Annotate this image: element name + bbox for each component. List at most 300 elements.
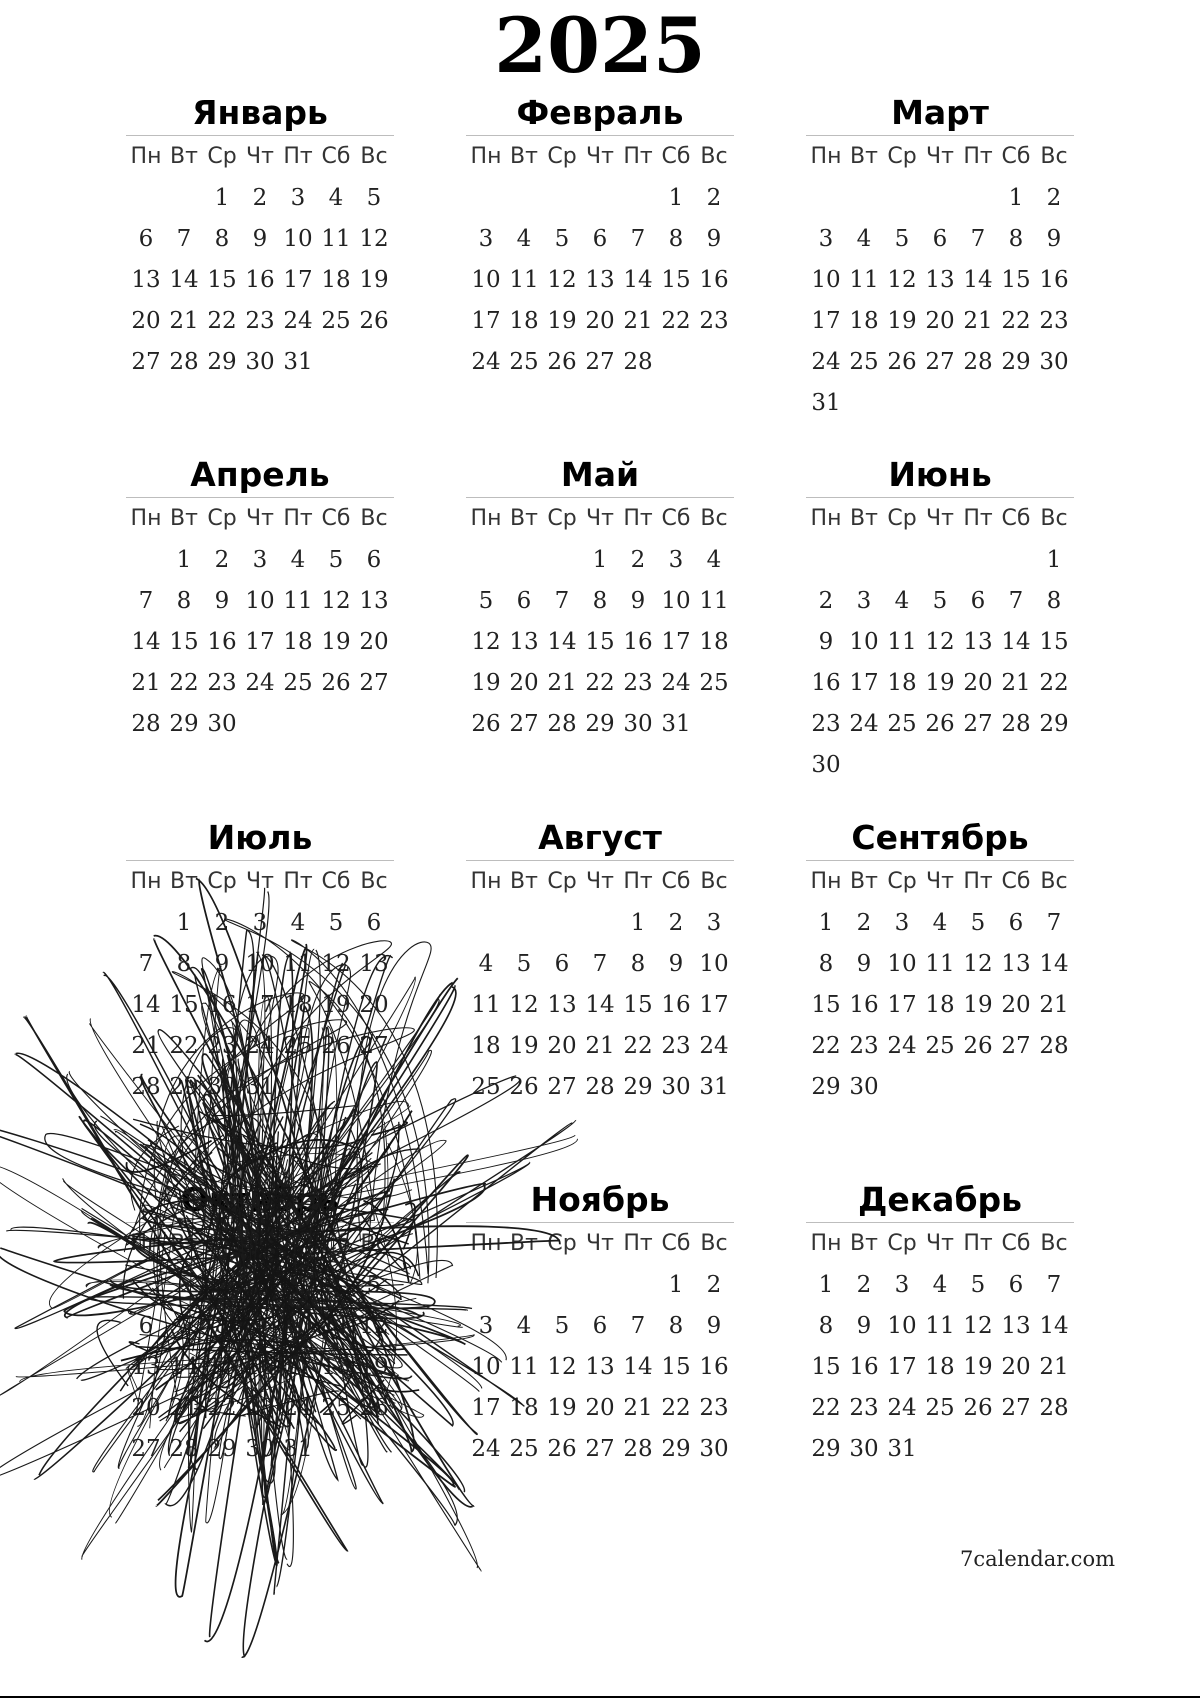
- day-cell: 7: [970, 226, 986, 252]
- day-cell: 21: [585, 1033, 615, 1059]
- day-cell: 30: [245, 1436, 275, 1462]
- day-cell: 12: [359, 226, 389, 252]
- weekday-label: Сб: [321, 869, 351, 894]
- day-cell: 31: [811, 390, 841, 416]
- day-cell: 5: [970, 1272, 986, 1298]
- day-cell: 23: [699, 308, 729, 334]
- day-cell: 20: [925, 308, 955, 334]
- day-cell: 25: [321, 308, 351, 334]
- day-cell: 30: [245, 349, 275, 375]
- weekday-label: Ср: [207, 506, 237, 531]
- day-cell: 13: [131, 267, 161, 293]
- weekday-label: Вс: [1040, 506, 1068, 531]
- weekday-label: Пн: [470, 869, 502, 894]
- day-cell: 25: [321, 1395, 351, 1421]
- day-cell: 29: [207, 1436, 237, 1462]
- day-cell: 12: [509, 992, 539, 1018]
- month-name: Сентябрь: [851, 818, 1029, 857]
- day-cell: 22: [811, 1395, 841, 1421]
- day-cell: 18: [849, 308, 879, 334]
- day-empty: [127, 1265, 165, 1306]
- day-cell: 2: [1046, 185, 1062, 211]
- day-cell: 24: [811, 349, 841, 375]
- weekday-label: Чт: [246, 144, 274, 169]
- day-cell: 11: [321, 226, 351, 252]
- day-cell: 5: [554, 226, 570, 252]
- day-cell: 4: [894, 588, 910, 614]
- weekday-label: Ср: [207, 869, 237, 894]
- day-cell: 2: [252, 185, 268, 211]
- day-empty: [921, 540, 959, 581]
- weekday-label: Вт: [510, 144, 538, 169]
- day-cell: 25: [509, 1436, 539, 1462]
- weekday-label: Чт: [586, 869, 614, 894]
- day-cell: 3: [668, 547, 684, 573]
- day-cell: 15: [811, 1354, 841, 1380]
- day-cell: 7: [1046, 910, 1062, 936]
- day-cell: 1: [592, 547, 608, 573]
- day-cell: 28: [131, 1074, 161, 1100]
- month-name: Август: [538, 818, 662, 857]
- day-cell: 17: [887, 1354, 917, 1380]
- day-cell: 30: [811, 752, 841, 778]
- weekday-label: Ср: [887, 869, 917, 894]
- day-cell: 24: [699, 1033, 729, 1059]
- day-cell: 16: [699, 267, 729, 293]
- day-cell: 18: [509, 308, 539, 334]
- weekday-label: Пн: [130, 869, 162, 894]
- day-cell: 14: [585, 992, 615, 1018]
- weekday-label: Вс: [360, 506, 388, 531]
- day-cell: 20: [547, 1033, 577, 1059]
- day-empty: [807, 540, 845, 581]
- month-divider: [806, 135, 1074, 136]
- day-grid: [467, 1265, 733, 1470]
- day-cell: 5: [328, 910, 344, 936]
- day-empty: [883, 178, 921, 219]
- day-cell: 22: [207, 1395, 237, 1421]
- day-cell: 1: [214, 185, 230, 211]
- day-grid: [807, 540, 1073, 786]
- month-name: Май: [560, 455, 640, 494]
- day-cell: 27: [585, 1436, 615, 1462]
- day-cell: 19: [547, 1395, 577, 1421]
- day-cell: 22: [811, 1033, 841, 1059]
- day-cell: 9: [818, 629, 834, 655]
- day-cell: 28: [1039, 1033, 1069, 1059]
- weekday-label: Вс: [700, 144, 728, 169]
- day-cell: 29: [811, 1436, 841, 1462]
- day-cell: 29: [623, 1074, 653, 1100]
- day-cell: 18: [925, 992, 955, 1018]
- weekday-label: Сб: [1001, 869, 1031, 894]
- day-cell: 12: [321, 588, 351, 614]
- day-cell: 31: [245, 1074, 275, 1100]
- day-cell: 2: [856, 910, 872, 936]
- day-cell: 14: [623, 267, 653, 293]
- weekday-label: Ср: [207, 1231, 237, 1256]
- weekday-label: Вт: [510, 506, 538, 531]
- weekday-label: Чт: [586, 506, 614, 531]
- day-cell: 19: [963, 1354, 993, 1380]
- day-cell: 23: [245, 308, 275, 334]
- day-cell: 6: [554, 951, 570, 977]
- weekday-label: Чт: [926, 144, 954, 169]
- day-cell: 1: [668, 185, 684, 211]
- day-cell: 17: [661, 629, 691, 655]
- month-block: [466, 93, 734, 383]
- day-cell: 3: [252, 547, 268, 573]
- month-name: Декабрь: [858, 1180, 1022, 1219]
- weekday-label: Вс: [700, 1231, 728, 1256]
- day-cell: 22: [169, 1033, 199, 1059]
- day-cell: 3: [290, 1272, 306, 1298]
- day-grid: [467, 903, 733, 1108]
- day-cell: 6: [516, 588, 532, 614]
- day-cell: 19: [547, 308, 577, 334]
- day-cell: 10: [471, 1354, 501, 1380]
- weekday-label: Вс: [1040, 144, 1068, 169]
- day-cell: 3: [478, 1313, 494, 1339]
- day-cell: 13: [547, 992, 577, 1018]
- day-cell: 27: [359, 670, 389, 696]
- day-cell: 2: [214, 910, 230, 936]
- day-cell: 23: [661, 1033, 691, 1059]
- day-cell: 4: [856, 226, 872, 252]
- month-block: [126, 93, 394, 383]
- day-cell: 9: [252, 1313, 268, 1339]
- weekday-label: Пн: [130, 506, 162, 531]
- weekday-label: Пт: [283, 506, 313, 531]
- weekday-header: [467, 863, 733, 903]
- day-cell: 16: [245, 1354, 275, 1380]
- month-name: Июнь: [888, 455, 992, 494]
- month-divider: [806, 860, 1074, 861]
- day-cell: 13: [509, 629, 539, 655]
- month-divider: [466, 1222, 734, 1223]
- weekday-label: Чт: [246, 869, 274, 894]
- day-cell: 27: [1001, 1033, 1031, 1059]
- day-cell: 10: [245, 951, 275, 977]
- day-cell: 16: [1039, 267, 1069, 293]
- day-empty: [543, 1265, 581, 1306]
- day-cell: 2: [630, 547, 646, 573]
- day-cell: 26: [321, 1033, 351, 1059]
- day-cell: 13: [1001, 1313, 1031, 1339]
- day-cell: 5: [366, 185, 382, 211]
- month-block: [806, 93, 1074, 424]
- day-grid: [807, 1265, 1073, 1470]
- month-block: [806, 455, 1074, 786]
- weekday-label: Ср: [887, 506, 917, 531]
- weekday-label: Ср: [547, 869, 577, 894]
- day-cell: 13: [925, 267, 955, 293]
- day-cell: 15: [1039, 629, 1069, 655]
- day-empty: [505, 1265, 543, 1306]
- day-cell: 21: [963, 308, 993, 334]
- day-cell: 17: [811, 308, 841, 334]
- day-cell: 17: [245, 629, 275, 655]
- weekday-label: Пн: [810, 506, 842, 531]
- day-cell: 27: [963, 711, 993, 737]
- day-cell: 30: [849, 1074, 879, 1100]
- day-cell: 21: [1039, 1354, 1069, 1380]
- month-block: [126, 455, 394, 745]
- day-cell: 28: [169, 1436, 199, 1462]
- day-cell: 22: [1001, 308, 1031, 334]
- weekday-label: Пн: [470, 506, 502, 531]
- day-cell: 7: [176, 1313, 192, 1339]
- day-empty: [581, 903, 619, 944]
- day-empty: [959, 540, 997, 581]
- day-cell: 20: [509, 670, 539, 696]
- day-cell: 21: [547, 670, 577, 696]
- day-cell: 4: [478, 951, 494, 977]
- day-cell: 4: [516, 226, 532, 252]
- day-cell: 8: [214, 1313, 230, 1339]
- weekday-label: Сб: [661, 869, 691, 894]
- weekday-header: [127, 138, 393, 178]
- day-empty: [165, 1265, 203, 1306]
- day-cell: 6: [1008, 1272, 1024, 1298]
- day-cell: 9: [214, 588, 230, 614]
- day-cell: 1: [176, 910, 192, 936]
- day-cell: 30: [849, 1436, 879, 1462]
- day-cell: 25: [849, 349, 879, 375]
- day-cell: 18: [699, 629, 729, 655]
- day-cell: 13: [963, 629, 993, 655]
- day-cell: 25: [509, 349, 539, 375]
- weekday-label: Вт: [850, 869, 878, 894]
- day-cell: 10: [283, 226, 313, 252]
- day-cell: 14: [1039, 951, 1069, 977]
- day-cell: 25: [699, 670, 729, 696]
- day-cell: 15: [169, 629, 199, 655]
- day-cell: 11: [699, 588, 729, 614]
- footer-site: 7calendar.com: [960, 1547, 1115, 1571]
- weekday-label: Сб: [661, 1231, 691, 1256]
- day-cell: 15: [661, 1354, 691, 1380]
- day-cell: 12: [471, 629, 501, 655]
- month-name: Январь: [192, 93, 328, 132]
- weekday-header: [467, 500, 733, 540]
- day-cell: 16: [623, 629, 653, 655]
- day-cell: 26: [547, 349, 577, 375]
- weekday-label: Пн: [470, 144, 502, 169]
- day-cell: 27: [131, 349, 161, 375]
- day-cell: 16: [207, 992, 237, 1018]
- day-cell: 9: [252, 226, 268, 252]
- day-cell: 25: [925, 1033, 955, 1059]
- day-cell: 24: [283, 308, 313, 334]
- day-cell: 12: [547, 267, 577, 293]
- day-cell: 10: [661, 588, 691, 614]
- day-empty: [883, 540, 921, 581]
- day-cell: 11: [887, 629, 917, 655]
- day-cell: 27: [359, 1033, 389, 1059]
- day-cell: 2: [818, 588, 834, 614]
- day-cell: 12: [321, 951, 351, 977]
- day-cell: 30: [1039, 349, 1069, 375]
- day-cell: 11: [509, 267, 539, 293]
- day-cell: 12: [359, 1313, 389, 1339]
- day-cell: 28: [1001, 711, 1031, 737]
- day-cell: 5: [554, 1313, 570, 1339]
- weekday-header: [467, 138, 733, 178]
- day-cell: 8: [1046, 588, 1062, 614]
- day-cell: 4: [516, 1313, 532, 1339]
- day-cell: 24: [661, 670, 691, 696]
- day-cell: 10: [245, 588, 275, 614]
- month-divider: [466, 497, 734, 498]
- weekday-label: Пт: [623, 144, 653, 169]
- day-cell: 24: [887, 1395, 917, 1421]
- day-cell: 28: [963, 349, 993, 375]
- month-name: Апрель: [190, 455, 330, 494]
- day-cell: 17: [849, 670, 879, 696]
- day-cell: 13: [359, 951, 389, 977]
- weekday-label: Пт: [963, 1231, 993, 1256]
- day-cell: 3: [478, 226, 494, 252]
- day-cell: 7: [630, 226, 646, 252]
- weekday-label: Сб: [1001, 144, 1031, 169]
- day-cell: 18: [283, 629, 313, 655]
- day-cell: 19: [359, 1354, 389, 1380]
- day-grid: [807, 178, 1073, 424]
- weekday-label: Пт: [283, 869, 313, 894]
- day-cell: 24: [471, 1436, 501, 1462]
- day-cell: 8: [1008, 226, 1024, 252]
- day-cell: 2: [706, 1272, 722, 1298]
- day-cell: 12: [887, 267, 917, 293]
- day-cell: 19: [359, 267, 389, 293]
- day-empty: [505, 540, 543, 581]
- day-cell: 29: [1001, 349, 1031, 375]
- weekday-label: Сб: [661, 144, 691, 169]
- day-cell: 23: [849, 1033, 879, 1059]
- day-cell: 3: [818, 226, 834, 252]
- weekday-header: [127, 1225, 393, 1265]
- day-cell: 7: [1046, 1272, 1062, 1298]
- page-title: 2025: [494, 1, 706, 90]
- day-cell: 29: [169, 1074, 199, 1100]
- day-cell: 19: [963, 992, 993, 1018]
- day-cell: 23: [699, 1395, 729, 1421]
- day-cell: 25: [471, 1074, 501, 1100]
- day-cell: 7: [176, 226, 192, 252]
- day-cell: 27: [925, 349, 955, 375]
- day-cell: 1: [1008, 185, 1024, 211]
- weekday-label: Пт: [623, 869, 653, 894]
- day-cell: 29: [811, 1074, 841, 1100]
- day-cell: 14: [169, 267, 199, 293]
- month-divider: [806, 1222, 1074, 1223]
- day-cell: 28: [169, 349, 199, 375]
- day-empty: [505, 178, 543, 219]
- day-cell: 3: [290, 185, 306, 211]
- day-cell: 23: [623, 670, 653, 696]
- weekday-label: Ср: [887, 144, 917, 169]
- weekday-label: Сб: [321, 506, 351, 531]
- weekday-label: Сб: [1001, 1231, 1031, 1256]
- day-cell: 16: [245, 267, 275, 293]
- day-cell: 10: [887, 1313, 917, 1339]
- day-empty: [619, 1265, 657, 1306]
- day-grid: [127, 178, 393, 383]
- month-block: [806, 818, 1074, 1108]
- weekday-label: Вт: [170, 506, 198, 531]
- day-cell: 21: [169, 308, 199, 334]
- day-cell: 17: [699, 992, 729, 1018]
- day-cell: 13: [359, 588, 389, 614]
- day-cell: 11: [283, 951, 313, 977]
- day-cell: 26: [887, 349, 917, 375]
- day-cell: 14: [623, 1354, 653, 1380]
- month-divider: [126, 497, 394, 498]
- weekday-label: Пт: [963, 144, 993, 169]
- day-cell: 14: [131, 992, 161, 1018]
- month-block: [806, 1180, 1074, 1470]
- day-empty: [581, 178, 619, 219]
- day-cell: 8: [176, 588, 192, 614]
- day-cell: 19: [471, 670, 501, 696]
- weekday-label: Пт: [283, 144, 313, 169]
- day-cell: 28: [585, 1074, 615, 1100]
- day-cell: 1: [818, 910, 834, 936]
- day-cell: 28: [623, 1436, 653, 1462]
- day-cell: 9: [1046, 226, 1062, 252]
- day-cell: 14: [169, 1354, 199, 1380]
- day-cell: 22: [585, 670, 615, 696]
- day-cell: 9: [706, 1313, 722, 1339]
- weekday-header: [127, 500, 393, 540]
- day-cell: 5: [478, 588, 494, 614]
- day-cell: 29: [661, 1436, 691, 1462]
- day-cell: 29: [169, 711, 199, 737]
- month-divider: [126, 1222, 394, 1223]
- day-cell: 23: [245, 1395, 275, 1421]
- day-cell: 25: [283, 670, 313, 696]
- day-cell: 3: [894, 1272, 910, 1298]
- month-name: Ноябрь: [530, 1180, 670, 1219]
- weekday-header: [127, 863, 393, 903]
- day-cell: 8: [818, 1313, 834, 1339]
- weekday-header: [807, 1225, 1073, 1265]
- weekday-label: Чт: [246, 1231, 274, 1256]
- day-cell: 25: [925, 1395, 955, 1421]
- day-empty: [543, 178, 581, 219]
- day-cell: 8: [214, 226, 230, 252]
- weekday-label: Чт: [926, 1231, 954, 1256]
- day-cell: 1: [214, 1272, 230, 1298]
- day-cell: 10: [283, 1313, 313, 1339]
- day-cell: 26: [547, 1436, 577, 1462]
- day-cell: 21: [1039, 992, 1069, 1018]
- day-cell: 26: [471, 711, 501, 737]
- day-cell: 17: [471, 1395, 501, 1421]
- day-cell: 15: [169, 992, 199, 1018]
- day-cell: 29: [207, 349, 237, 375]
- weekday-header: [807, 138, 1073, 178]
- day-cell: 4: [328, 185, 344, 211]
- day-cell: 15: [661, 267, 691, 293]
- weekday-label: Ср: [547, 144, 577, 169]
- weekday-label: Вт: [170, 144, 198, 169]
- weekday-header: [807, 500, 1073, 540]
- weekday-label: Вт: [850, 506, 878, 531]
- day-cell: 27: [547, 1074, 577, 1100]
- day-cell: 17: [245, 992, 275, 1018]
